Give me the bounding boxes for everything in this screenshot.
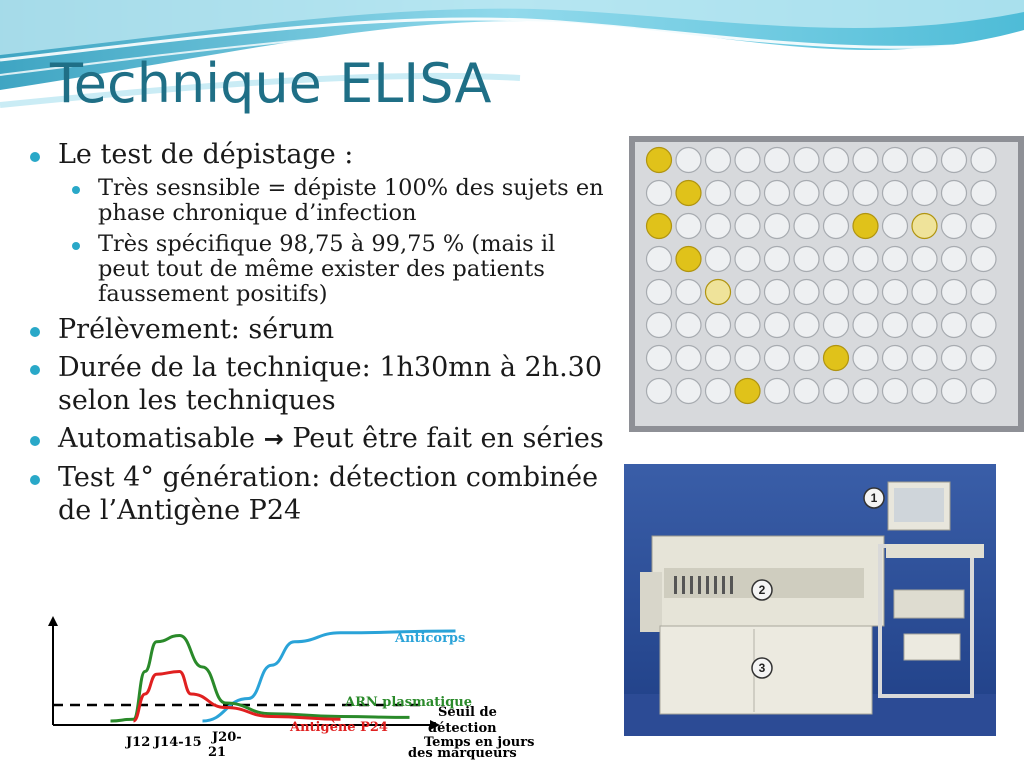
- plate-well: [912, 148, 937, 173]
- plate-well: [676, 148, 701, 173]
- plate-well: [883, 181, 908, 206]
- plate-well: [942, 379, 967, 404]
- threshold-label-line: détection: [428, 721, 497, 736]
- plate-well: [735, 148, 760, 173]
- x-axis-label: Temps en jours: [424, 735, 535, 750]
- plate-well: [647, 379, 672, 404]
- plate-well: [765, 181, 790, 206]
- bullet-item: [28, 313, 613, 346]
- plate-well: [883, 379, 908, 404]
- plate-well: [824, 280, 849, 305]
- plate-well: [971, 280, 996, 305]
- plate-well: [883, 280, 908, 305]
- plate-well: [765, 148, 790, 173]
- plate-well: [971, 148, 996, 173]
- plate-well: [647, 313, 672, 338]
- plate-well: [971, 313, 996, 338]
- plate-well: [706, 181, 731, 206]
- plate-well: [706, 379, 731, 404]
- bullet-text: Peut être fait en séries: [292, 423, 604, 454]
- plate-well: [853, 148, 878, 173]
- bullet-text: Durée de la technique: 1h30mn à 2h.30 selon les techniques: [58, 352, 603, 416]
- plate-well: [647, 148, 672, 173]
- plate-well: [883, 148, 908, 173]
- plate-well: [971, 214, 996, 239]
- plate-well: [853, 247, 878, 272]
- y-axis-arrow-icon: [48, 616, 58, 626]
- plate-well: [853, 379, 878, 404]
- plate-well: [971, 379, 996, 404]
- plate-well: [824, 313, 849, 338]
- plate-well: [971, 181, 996, 206]
- plate-well: [794, 214, 819, 239]
- plate-well: [824, 181, 849, 206]
- plate-well: [794, 313, 819, 338]
- plate-well: [706, 214, 731, 239]
- plate-well: [647, 247, 672, 272]
- plate-well: [706, 346, 731, 371]
- right-arrow-icon: →: [263, 425, 284, 453]
- slide-title: Technique ELISA: [50, 52, 492, 115]
- plate-well: [794, 346, 819, 371]
- plate-well: [853, 181, 878, 206]
- plate-well: [765, 313, 790, 338]
- plate-well: [794, 181, 819, 206]
- series-label-anticorps: Anticorps: [395, 631, 466, 646]
- plate-well: [853, 346, 878, 371]
- plate-well: [912, 181, 937, 206]
- bullet-item: [28, 351, 613, 417]
- plate-well: [765, 379, 790, 404]
- plate-well: [794, 280, 819, 305]
- plate-well: [853, 280, 878, 305]
- plate-well: [912, 247, 937, 272]
- threshold-label: [428, 705, 501, 736]
- plate-well: [676, 313, 701, 338]
- plate-well: [942, 181, 967, 206]
- plate-well: [853, 313, 878, 338]
- plate-well: [971, 346, 996, 371]
- plate-well: [883, 214, 908, 239]
- plate-well: [912, 280, 937, 305]
- x-tick-label: J12: [126, 735, 151, 750]
- plate-well: [765, 280, 790, 305]
- elisa-analyzer-photo: [624, 464, 996, 736]
- series-line-2: [134, 672, 341, 722]
- plate-well: [765, 247, 790, 272]
- plate-well: [735, 214, 760, 239]
- plate-well: [706, 148, 731, 173]
- plate-well: [706, 313, 731, 338]
- plate-well: [676, 214, 701, 239]
- bullet-text: Automatisable: [58, 423, 256, 454]
- sub-bullet-list: [70, 176, 613, 307]
- plate-well: [735, 280, 760, 305]
- plate-well: [676, 379, 701, 404]
- plate-well: [824, 148, 849, 173]
- plate-well: [942, 214, 967, 239]
- plate-well: [647, 280, 672, 305]
- plate-well: [676, 247, 701, 272]
- plate-well: [824, 346, 849, 371]
- plate-well: [912, 379, 937, 404]
- bullet-text: Le test de dépistage :: [58, 139, 354, 170]
- plate-well: [824, 214, 849, 239]
- bullet-list: [28, 138, 613, 532]
- plate-well: [853, 214, 878, 239]
- plate-well: [971, 247, 996, 272]
- plate-well: [735, 247, 760, 272]
- plate-well: [735, 346, 760, 371]
- plate-well: [794, 247, 819, 272]
- y-axis-label: des marqueurs: [408, 746, 517, 761]
- plate-well: [942, 346, 967, 371]
- series-label-p24: Antigène P24: [290, 720, 388, 735]
- callout-1: 1: [870, 491, 878, 505]
- series-label-arn: ARN plasmatique: [345, 695, 473, 710]
- plate-well: [912, 214, 937, 239]
- callout-3: 3: [758, 661, 766, 675]
- bullet-text: Prélèvement: sérum: [58, 314, 335, 345]
- plate-well: [912, 346, 937, 371]
- plate-well: [765, 346, 790, 371]
- plate-well: [735, 181, 760, 206]
- plate-well: [824, 247, 849, 272]
- plate-well: [824, 379, 849, 404]
- plate-well: [676, 280, 701, 305]
- callout-2: 2: [758, 583, 766, 597]
- plate-well: [676, 181, 701, 206]
- plate-well: [676, 346, 701, 371]
- plate-well: [706, 247, 731, 272]
- sub-bullet-item: Très sesnsible = dépiste 100% des sujets en phase chronique d’infection: [70, 176, 613, 226]
- plate-well: [735, 379, 760, 404]
- bullet-item: [28, 422, 613, 456]
- plate-well: [647, 214, 672, 239]
- plate-well: [706, 280, 731, 305]
- plate-well: [794, 148, 819, 173]
- plate-well: [942, 148, 967, 173]
- plate-well: [765, 214, 790, 239]
- x-tick-label: J20- 21: [208, 730, 242, 760]
- plate-well: [942, 280, 967, 305]
- x-tick-label: J14-15: [154, 735, 202, 750]
- threshold-label-line: Seuil de: [438, 705, 497, 720]
- microplate-photo: [629, 136, 1024, 432]
- bullet-item: [28, 461, 613, 527]
- plate-well: [942, 313, 967, 338]
- plate-well: [942, 247, 967, 272]
- plate-well: [912, 313, 937, 338]
- plate-well: [883, 346, 908, 371]
- plate-well: [883, 247, 908, 272]
- bullet-item: [28, 138, 613, 171]
- plate-well: [735, 313, 760, 338]
- plate-well: [647, 346, 672, 371]
- marker-chart: [0, 612, 560, 768]
- plate-well: [647, 181, 672, 206]
- plate-well: [794, 379, 819, 404]
- plate-well: [883, 313, 908, 338]
- sub-bullet-item: Très spécifique 98,75 à 99,75 % (mais il peut tout de même exister des patients faussement positifs): [70, 232, 613, 307]
- bullet-text: Test 4° génération: détection combinée de l’Antigène P24: [58, 462, 599, 526]
